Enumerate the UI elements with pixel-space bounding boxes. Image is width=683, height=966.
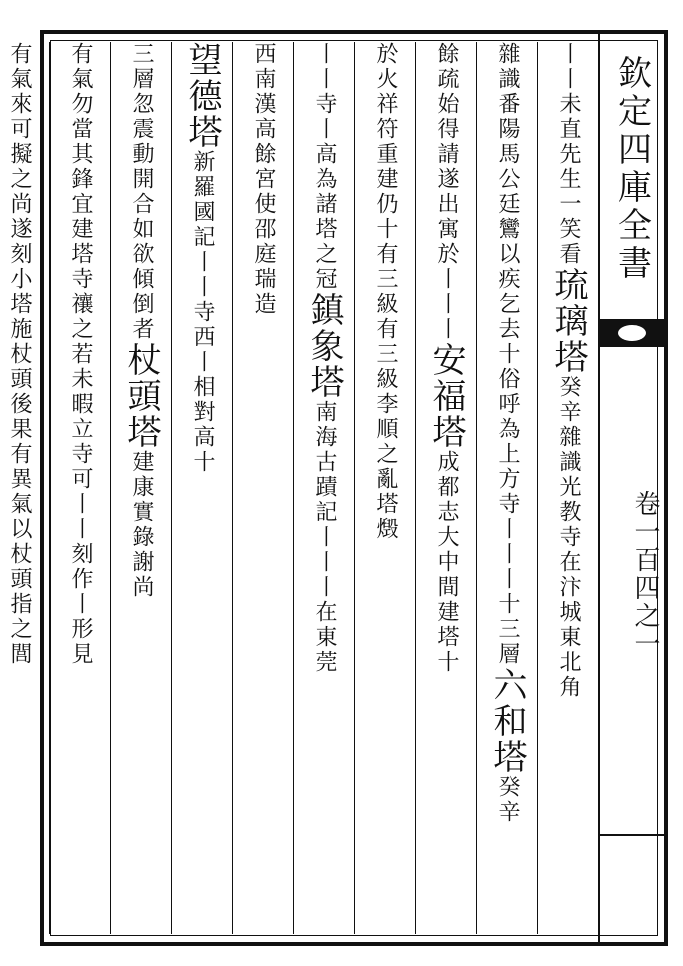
text-column (476, 42, 537, 934)
text-segment: 成都志大中間建塔十 (434, 450, 459, 675)
text-segment: 餘疏始得請遂出寓於丨丨丨 (434, 42, 459, 342)
entry-heading: 鎮象塔 (304, 292, 344, 400)
text-segment: 南海古蹟記丨丨丨在東莞 (312, 400, 337, 675)
entry-heading: 六和塔 (487, 667, 527, 775)
text-column (110, 42, 171, 934)
text-segment: 俗呼為上方寺丨丨丨十三層 (495, 367, 520, 667)
divider (600, 834, 664, 836)
text-segment: 於火祥符重建仍十有三級 (373, 42, 398, 317)
text-column (293, 42, 354, 934)
text-column (171, 42, 232, 934)
entry-heading: 杖頭塔 (121, 342, 161, 450)
text-segment: 有氣勿當其鋒宜建塔寺禳之若未暇立寺可丨丨刻作丨形見 (68, 42, 93, 667)
text-segment: 癸辛 (495, 775, 520, 825)
text-segment: 雜識番陽馬公廷鸞以疾乞去十 (495, 42, 520, 367)
text-segment: 有三級李順之亂塔燬 (373, 317, 398, 542)
text-segment: 西南漢高餘宮使邵庭瑞造 (251, 42, 276, 317)
text-segment: 有氣來可擬之尚遂刻小塔施杖頭後果有異氣以杖頭指之閭 (7, 42, 32, 667)
text-segment: 丨丨寺丨高為諸塔之冠 (312, 42, 337, 292)
entry-heading: 琉璃塔 (548, 267, 588, 375)
book-title: 欽定四庫全書 (611, 55, 652, 283)
text-segment: 新羅國記丨丨寺西丨相對高十 (190, 150, 215, 475)
text-column (49, 42, 110, 934)
text-column (354, 42, 415, 934)
text-segment: 癸辛雜識光教寺在汴城東北角 (556, 375, 581, 700)
fish-tail-mark-icon (600, 319, 664, 347)
text-body (7, 42, 598, 934)
text-column (415, 42, 476, 934)
page-frame (7, 30, 668, 946)
text-column (232, 42, 293, 934)
text-column (0, 42, 49, 934)
entry-heading: 望德塔 (182, 42, 222, 150)
entry-heading: 安福塔 (426, 342, 466, 450)
text-segment: 三層忽震動開合如欲傾倒者 (129, 42, 154, 342)
volume-label: 卷一百四之一 (630, 490, 660, 658)
text-segment: 建康實錄謝尚 (129, 450, 154, 600)
page-banner (598, 34, 664, 942)
text-column (537, 42, 598, 934)
text-segment: 丨丨未直先生一笑看 (556, 42, 581, 267)
